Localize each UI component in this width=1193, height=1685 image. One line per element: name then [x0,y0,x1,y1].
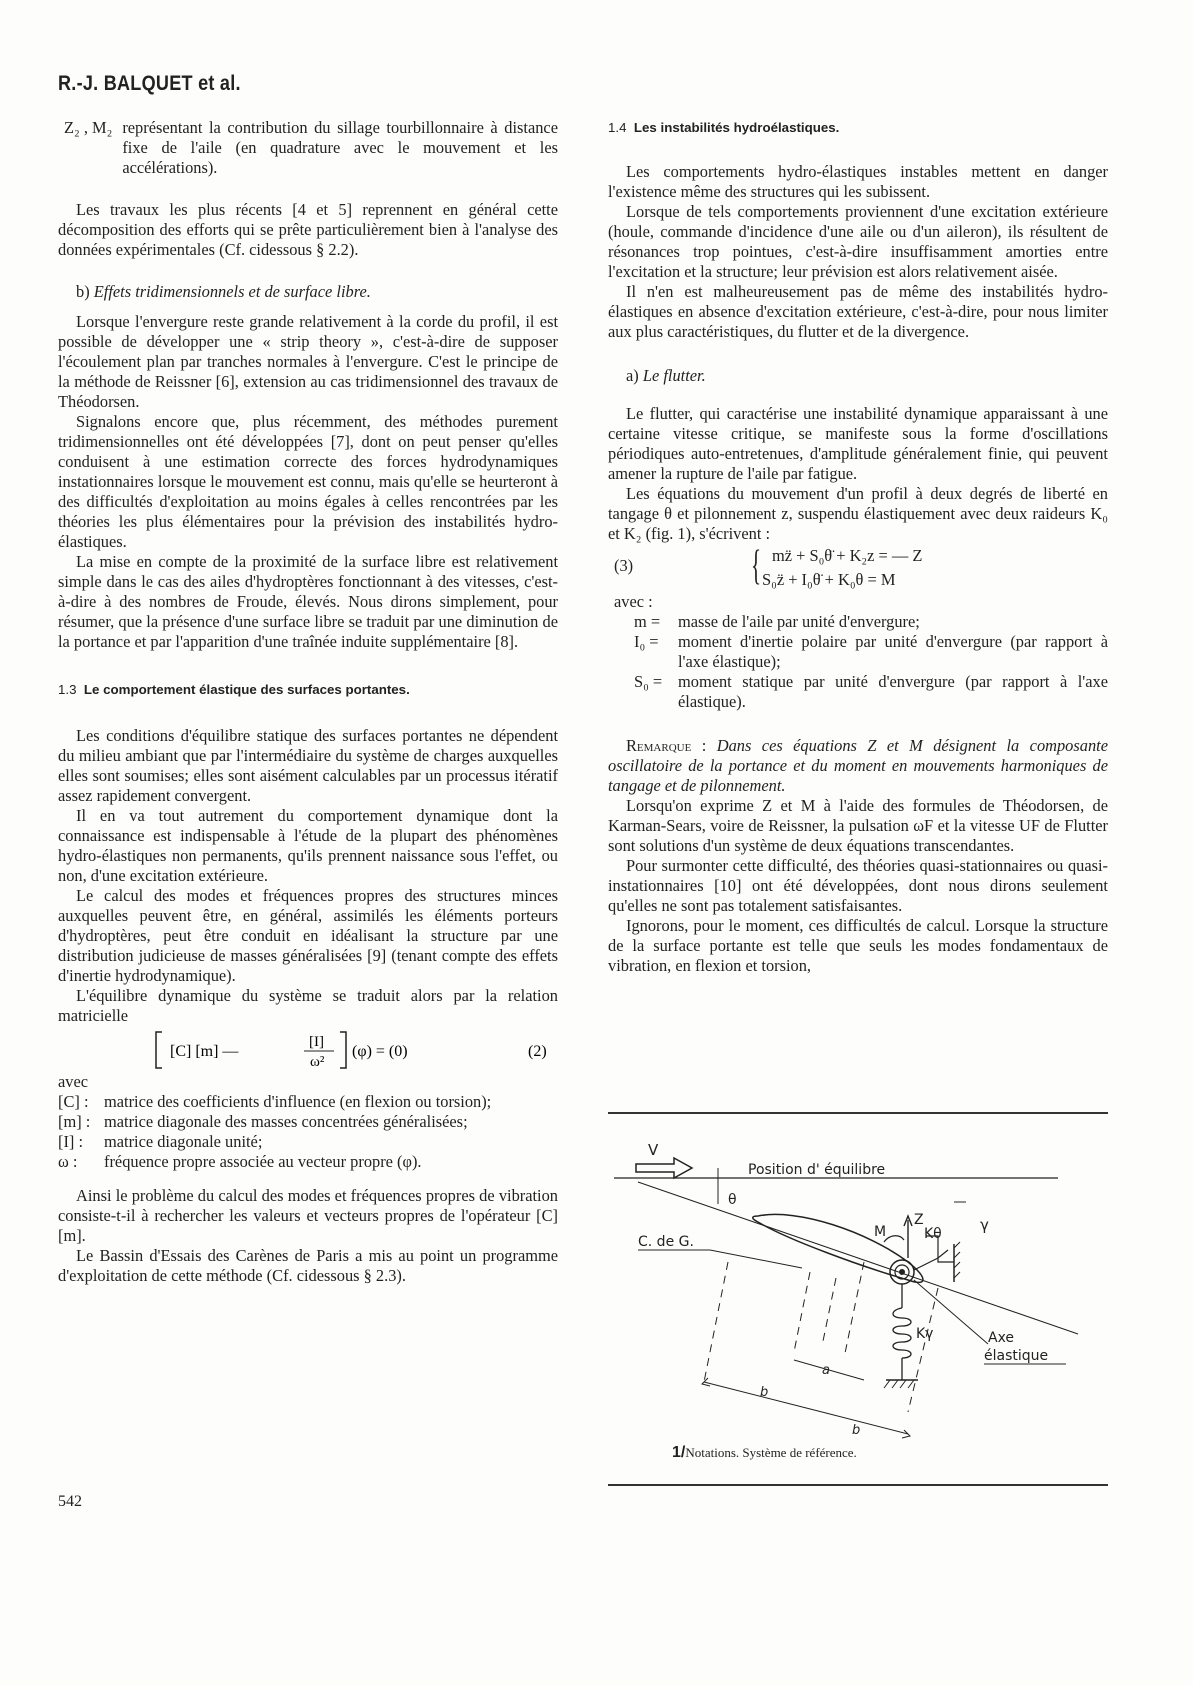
paragraph: Les conditions d'équilibre statique des surfaces portantes ne dépendent du milieu ambiant que par l'intermédiaire du système de charges auxquelles elles sont soumises; elles sont aisément calculables par un processus itératif assez rapidement convergent. [58,726,558,805]
figure-1-diagram [608,1112,1108,1484]
equation-3-tag: (3) [614,556,634,575]
section-number: 1.4 [608,120,627,135]
left-column [58,118,558,1286]
def-value: fréquence propre associée au vecteur propre (φ). [104,1152,422,1171]
section-title: Les instabilités hydroélastiques. [633,120,840,135]
paragraph: Le calcul des modes et fréquences propres des structures minces auxquelles peuvent être, en général, assimilés les éléments porteurs d'hydroptères, peut être conduit en idéalisant la structure par une distribution judicieuse de masses généralisées [9] (tenant compte des effets d'inertie hydrodynamique). [58,886,558,985]
def-value: matrice des coefficients d'influence (en flexion ou torsion); [104,1092,492,1111]
airfoil-shape [753,1214,923,1282]
def-value: moment statique par unité d'envergure (par rapport à l'axe élastique). [678,672,1108,711]
paragraph: Il en va tout autrement du comportement dynamique dont la connaissance est indispensable à l'étude de la plupart des phénomènes hydro-élastiques non permanents, qu'ils prennent naissance sous l'effet, ou non, d'une excitation extérieure. [58,806,558,885]
label-axe: Axe [988,1330,1015,1346]
label-k-theta: Kθ [924,1226,942,1242]
equation-3-line-1: mz̈ + S₀θ̈ + K₂z = — Z [772,546,923,565]
torsion-spring-icon [890,1260,914,1284]
label-cdg: C. de G. [638,1234,694,1250]
paragraph: Signalons encore que, plus récemment, des méthodes purement tridimensionnelles ont été développées [7], dont on peut penser qu'elles conduisent à une estimation correcte des forces hydrodynamiques instationnaires lorsque le mouvement est connu, mais qu'elle se heurteront à des difficultés d'exploitation au moins égales à celles rencontrées par les théories les plus élémentaires pour la prévision des instabilités hydro-élastiques. [58,412,558,551]
remarque-text: Dans ces équations Z et M désignent la composante oscillatoire de la portance et du moment en mouvements harmoniques de tangage et de pilonnement. [608,736,1108,795]
label-gamma: γ [980,1216,989,1234]
equation-2-graphic [58,1026,558,1072]
equation-3-brace: { [751,543,762,589]
def-key: S₀ = [634,672,663,691]
equation-2-tag: (2) [528,1043,547,1060]
paragraph: Ignorons, pour le moment, ces difficultés de calcul. Lorsque la structure de la surface portante est telle que seuls les modes fondamentaux de vibration, en flexion et torsion, [608,916,1108,975]
paragraph: L'équilibre dynamique du système se traduit alors par la relation matricielle [58,986,558,1025]
paragraph: Ainsi le problème du calcul des modes et fréquences propres de vibration consiste-t-il à rechercher les valeurs et vecteurs propres de l'opérateur [C] [m]. [58,1186,558,1245]
equation-2-numerator: [I] [309,1034,324,1050]
paragraph: Les travaux les plus récents [4 et 5] reprennent en général cette décomposition des efforts qui se prête particulièrement bien à l'analyse des données expérimentales (Cf. cidessous § 2.2). [58,200,558,259]
paragraph: Lorsque l'envergure reste grande relativement à la corde du profil, il est possible de développer une « strip theory », c'est-à-dire de supposer l'écoulement plan par tranches normales à l'envergure. C'est le principe de la méthode de Reissner [6], extension au cas tridimensionnel des travaux de Théodorsen. [58,312,558,411]
subsection-heading-a [608,366,1108,386]
label-b-1: b [760,1385,769,1400]
running-header-author: R.-J. BALQUET et al. [58,72,241,95]
section-heading-1-3 [58,680,558,700]
velocity-arrow [636,1141,692,1178]
avec-label: avec [58,1072,89,1091]
label-b-2: b [852,1423,861,1438]
def-key: I₀ = [634,632,659,651]
remarque [608,736,1108,796]
avec-label: avec : [614,592,653,611]
figure-caption-text: Notations. Système de référence. [685,1445,857,1460]
figure-1 [608,1112,1108,1484]
label-a: a [822,1363,830,1378]
z2-text: représentant la contribution du sillage tourbillonnaire à distance fixe de l'aile (en quadrature avec le mouvement et les accélérations). [122,118,558,177]
inclined-axis [638,1182,1078,1334]
subsection-heading-b [58,282,558,302]
equation-2-rhs: (φ) = (0) [352,1043,408,1060]
definitions-list [58,1092,558,1172]
paragraph: Le Bassin d'Essais des Carènes de Paris a mis au point un programme d'exploitation de cette méthode (Cf. cidessous § 2.3). [58,1246,558,1285]
label-theta: θ [728,1192,737,1208]
paragraph: Il n'en est malheureusement pas de même des instabilités hydro-élastiques en absence d'excitation extérieure, c'est-à-dire, pour nous limiter aux plus caractéristiques, du flutter et de la divergence. [608,282,1108,341]
subsection-prefix: a) [626,366,639,385]
moment-arc [884,1236,904,1242]
remarque-label: Remarque : [626,736,707,755]
k-gamma-spring [884,1284,918,1388]
equation-3 [608,544,1108,592]
def-value: matrice diagonale des masses concentrées généralisées; [104,1112,468,1131]
def-key: [m] : [58,1112,91,1131]
equation-3-line-2: S₀z̈ + I₀θ̈ + K₀θ = M [762,570,896,589]
paragraph: Lorsque de tels comportements proviennent d'une excitation extérieure (houle, commande d'incidence d'une aile ou d'un aileron), ils résultent de résonances trop pointues, c'est-à-dire insuffisamment amorties entre l'excitation et la structure; leur prévision est alors relativement aisée. [608,202,1108,281]
def-key: m = [634,612,661,631]
dimension-lines [702,1360,910,1438]
label-m: M [874,1224,887,1240]
page-number: 542 [58,1493,82,1510]
paragraph: Les équations du mouvement d'un profil à deux degrés de liberté en tangage θ et pilonnement z, suspendu élastiquement avec deux raideurs K₀ et K₂ (fig. 1), s'écrivent : [608,484,1108,543]
equation-2 [58,1026,558,1072]
equation-2-denominator: ω² [310,1054,325,1070]
def-value: moment d'inertie polaire par unité d'envergure (par rapport à l'axe élastique); [678,632,1108,671]
def-key: ω : [58,1152,78,1171]
section-number: 1.3 [58,682,77,697]
subsection-title: Effets tridimensionnels et de surface libre. [93,282,371,301]
paragraph: Pour surmonter cette difficulté, des théories quasi-stationnaires ou quasi-instationnaires [10] ont été développées, dont nous dirons seulement qu'elles ne sont pas totalement satisfaisantes. [608,856,1108,915]
def-value: masse de l'aile par unité d'envergure; [678,612,920,631]
label-v: V [648,1141,659,1159]
paragraph: La mise en compte de la proximité de la surface libre est relativement simple dans le cas des ailes d'hydroptères fonctionnant à des vitesses, c'est-à-dire à des nombres de Froude, élevés. Nous dirons simplement, pour résumer, que la présence d'une surface libre se traduit par une diminution de la portance et par l'apparition d'une traînée induite supplémentaire [8]. [58,552,558,651]
paragraph: Lorsqu'on exprime Z et M à l'aide des formules de Théodorsen, de Karman-Sears, voire de Reissner, la pulsation ωF et la vitesse UF de Flutter sont solutions d'un système de deux équations transcendantes. [608,796,1108,855]
label-position: Position d' équilibre [748,1162,886,1178]
def-key: [I] : [58,1132,84,1151]
def-value: matrice diagonale unité; [104,1132,263,1151]
figure-caption [672,1444,857,1462]
paragraph: Les comportements hydro-élastiques instables mettent en danger l'existence même des structures qui les subissent. [608,162,1108,201]
right-column [608,118,1108,976]
label-z: Z [914,1212,924,1228]
section-title: Le comportement élastique des surfaces portantes. [83,682,410,697]
figure-bottom-rule [608,1484,1108,1486]
paragraph: Le flutter, qui caractérise une instabilité dynamique apparaissant à une certaine vitesse critique, se manifeste sous la forme d'oscillations périodiques auto-entretenues, d'amplitude généralement finie, qui peuvent amener la rupture de l'aile par fatigue. [608,404,1108,483]
z2-definition [64,118,558,178]
z2-key: Z₂ , M₂ [64,118,113,137]
figure-caption-number: 1/ [672,1444,686,1461]
subsection-prefix: b) [76,282,90,301]
def-key: [C] : [58,1092,89,1111]
equation-2-lhs: [C] [m] — [170,1043,239,1060]
definitions-list [634,612,1108,712]
subsection-title: Le flutter. [642,366,706,385]
section-heading-1-4 [608,118,1108,138]
label-k-gamma: Kγ [916,1326,934,1342]
label-elastique: élastique [984,1348,1049,1364]
